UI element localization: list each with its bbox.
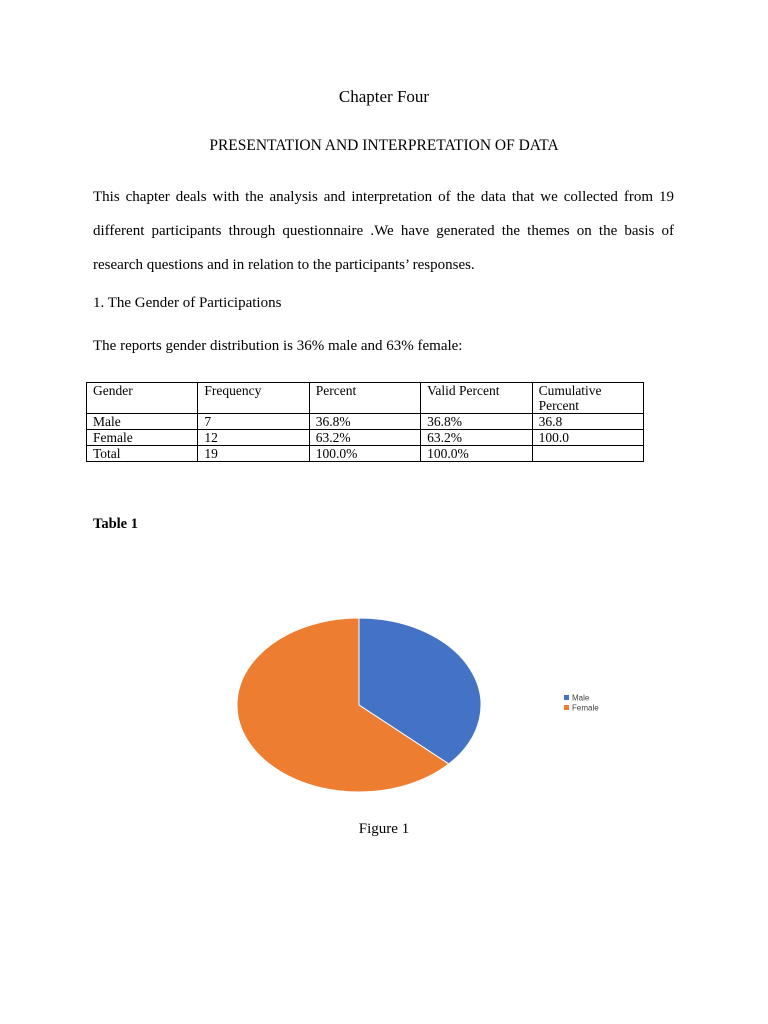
- table-cell: 63.2%: [421, 430, 532, 446]
- table-cell: 63.2%: [309, 430, 420, 446]
- table-cell: 19: [198, 446, 309, 462]
- table-cell: 36.8%: [309, 414, 420, 430]
- table-cell: 100.0: [532, 430, 643, 446]
- figure-caption: Figure 1: [358, 821, 410, 837]
- table-row: [87, 414, 644, 430]
- legend-label-female: Female: [572, 703, 599, 713]
- intro-paragraph: This chapter deals with the analysis and interpretation of the data that we collected from 19 different participants through questionnaire .We have generated the themes on the basis of research questions and in relation to the participants’ responses.: [93, 189, 674, 273]
- legend-label-male: Male: [572, 693, 590, 703]
- table-cell: 100.0%: [421, 446, 532, 462]
- section-title: PRESENTATION AND INTERPRETATION OF DATA: [209, 137, 559, 154]
- table-cell: 36.8: [532, 414, 643, 430]
- table-cell: [532, 446, 643, 462]
- table-row: [87, 446, 644, 462]
- table-header-cell: Gender: [87, 383, 198, 414]
- distribution-text: The reports gender distribution is 36% male and 63% female:: [93, 338, 463, 354]
- table-cell: Female: [87, 430, 198, 446]
- table-cell: Total: [87, 446, 198, 462]
- table-header-cell: Percent: [309, 383, 420, 414]
- table-cell: 12: [198, 430, 309, 446]
- legend-swatch-male: [564, 695, 569, 700]
- table-header-cell: Cumulative Percent: [532, 383, 643, 414]
- gender-pie-chart: [220, 605, 640, 805]
- table-header-cell: Valid Percent: [421, 383, 532, 414]
- table-row: [87, 430, 644, 446]
- table-cell: 100.0%: [309, 446, 420, 462]
- gender-heading: 1. The Gender of Participations: [93, 295, 282, 311]
- table-cell: 7: [198, 414, 309, 430]
- legend-swatch-female: [564, 705, 569, 710]
- chapter-title: Chapter Four: [338, 87, 430, 106]
- table-cell: Male: [87, 414, 198, 430]
- table-cell: 36.8%: [421, 414, 532, 430]
- table-caption: Table 1: [93, 516, 138, 532]
- gender-frequency-table: [86, 382, 644, 462]
- pie-chart-svg: [220, 605, 640, 805]
- table-header-cell: Frequency: [198, 383, 309, 414]
- table-header-row: [87, 383, 644, 414]
